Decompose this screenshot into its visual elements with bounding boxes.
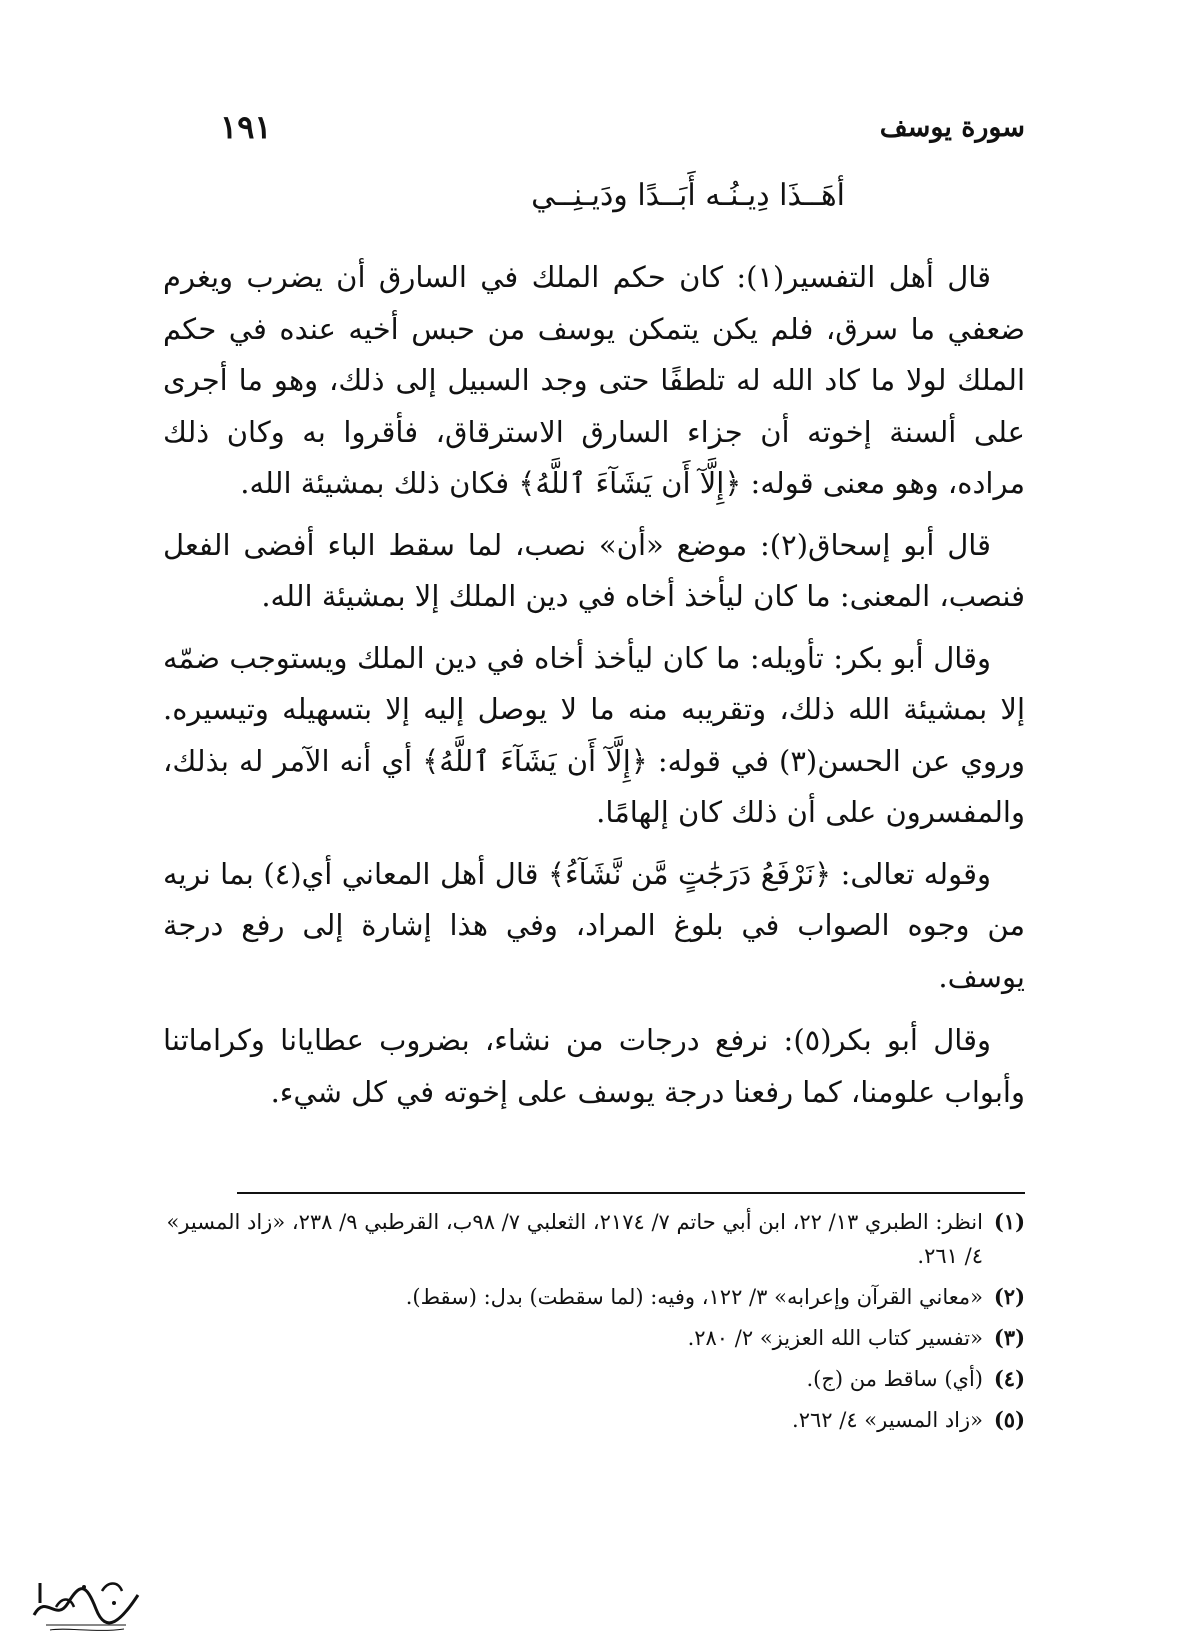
paragraph: قال أبو إسحاق(٢): موضع «أن» نصب، لما سقط الباء أفضى الفعل فنصب، المعنى: ما كان ليأخذ أخاه في دين الملك إلا بمشيئة الله. <box>163 527 1025 613</box>
footnote <box>145 1403 1025 1437</box>
footnote-number: (٤) <box>993 1366 1025 1391</box>
paragraph: وقوله تعالى: ﴿نَرْفَعُ دَرَجَٰتٍ مَّن نَّشَآءُ﴾ قال أهل المعاني أي(٤) بما نريه من وجوه الصواب في بلوغ المراد، وفي هذا إشارة إلى رفع درجة يوسف. <box>163 856 1025 994</box>
footnote <box>145 1205 1025 1273</box>
footnote-text: «تفسير كتاب الله العزيز» ٢/ ٢٨٠. <box>687 1326 983 1350</box>
paragraph: وقال أبو بكر: تأويله: ما كان ليأخذ أخاه في دين الملك ويستوجب ضمّه إلا بمشيئة الله ذلك، وتقريبه منه ما لا يوصل إليه إلا بتسهيله وتيسيره. وروي عن الحسن(٣) في قوله: ﴿إِلَّآ أَن يَشَآءَ ٱللَّهُ﴾ أي أنه الآمر له بذلك، والمفسرون على أن ذلك كان إلهامًا. <box>163 640 1025 829</box>
paragraph: قال أهل التفسير(١): كان حكم الملك في السارق أن يضرب ويغرم ضعفي ما سرق، فلم يكن يتمكن يوسف من حبس أخيه عنده في حكم الملك لولا ما كاد الله له تلطفًا حتى وجد السبيل إلى ذلك، وهو ما أجرى على ألسنة إخوته أن جزاء السارق الاسترقاق، فأقروا به وكان ذلك مراده، وهو معنى قوله: ﴿إِلَّآ أَن يَشَآءَ ٱللَّهُ﴾ فكان ذلك بمشيئة الله. <box>163 260 1025 500</box>
poetry-verse: أهَــذَا دِيـنُـه أَبَــدًا ودَيـنِــي <box>531 178 845 213</box>
footnote-text: «معاني القرآن وإعرابه» ٣/ ١٢٢، وفيه: (لما سقطت) بدل: (سقط). <box>405 1285 983 1309</box>
footnote <box>145 1321 1025 1355</box>
footnote <box>145 1280 1025 1314</box>
page-number: ١٩١ <box>220 108 272 146</box>
footnote <box>145 1362 1025 1396</box>
calligraphy-logo-icon <box>26 1573 146 1635</box>
almoshaheer-logo-icon <box>26 1573 146 1635</box>
footnote-number: (٥) <box>993 1407 1025 1432</box>
footnote-text: «زاد المسير» ٤/ ٢٦٢. <box>792 1408 983 1432</box>
footnote-number: (١) <box>993 1209 1025 1234</box>
surah-title: سورة يوسف <box>879 112 1025 143</box>
footnote-text: انظر: الطبري ١٣/ ٢٢، ابن أبي حاتم ٧/ ٢١٧٤، الثعلبي ٧/ ٩٨ب، القرطبي ٩/ ٢٣٨، «زاد المسير» ٤/ ٢٦١. <box>166 1210 983 1268</box>
page-header <box>160 108 1025 162</box>
paragraph: وقال أبو بكر(٥): نرفع درجات من نشاء، بضروب عطايانا وكراماتنا وأبواب علومنا، كما رفعنا درجة يوسف على إخوته في كل شيء. <box>163 1023 1025 1109</box>
footnote-number: (٣) <box>993 1325 1025 1350</box>
main-text <box>163 252 1025 1128</box>
footnote-divider <box>237 1192 1025 1194</box>
footnote-number: (٢) <box>993 1284 1025 1309</box>
footnote-text: (أي) ساقط من (ج). <box>806 1367 983 1391</box>
footnotes <box>145 1205 1025 1444</box>
